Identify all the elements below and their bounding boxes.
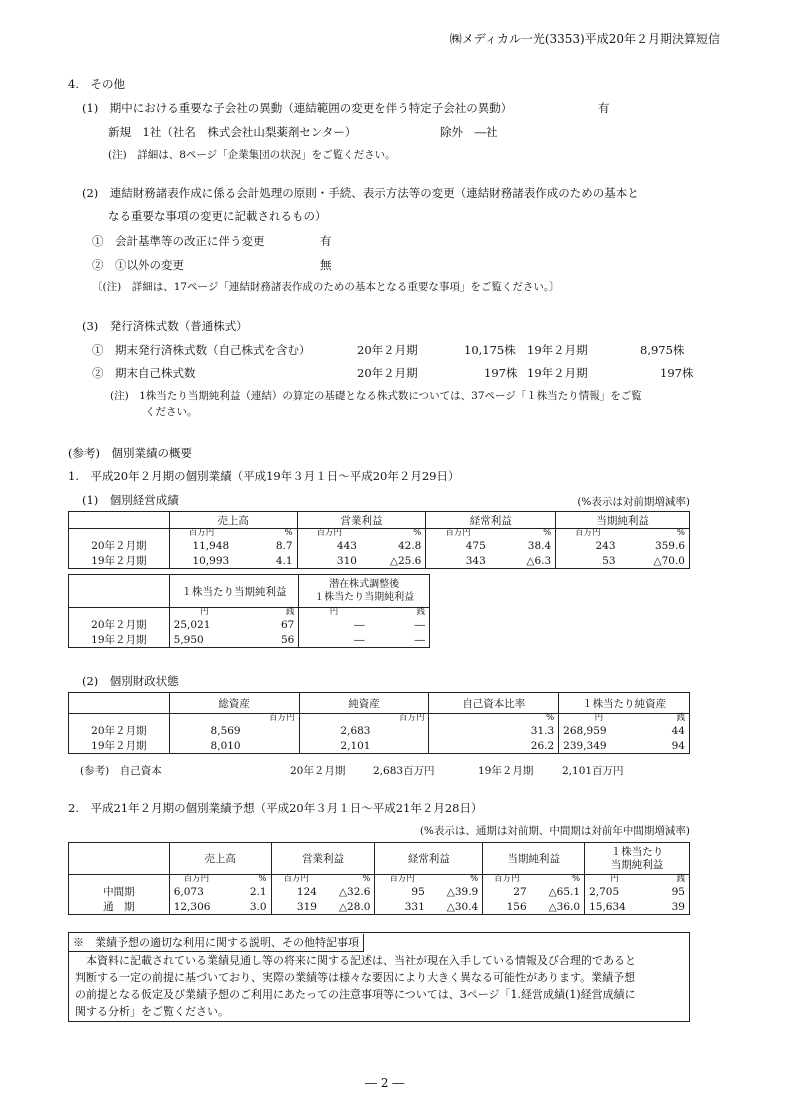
unit-cell: %	[490, 529, 556, 539]
table-cell: △28.0	[321, 899, 375, 915]
table-cell: ―	[299, 617, 369, 632]
item2-sub1-value: 有	[320, 234, 332, 248]
row-label: 20年２月期	[69, 617, 170, 632]
notice-line: 関する分析」をご覧ください。	[75, 1005, 229, 1018]
item2-sub2-value: 無	[320, 258, 332, 272]
table-cell: 12,306	[169, 899, 223, 915]
table3-header-bps: １株当たり純資産	[559, 693, 690, 714]
unit-cell: 百万円	[483, 875, 531, 885]
table-cell: 15,634	[585, 899, 645, 915]
table2-header-eps: １株当たり当期純利益	[169, 575, 299, 608]
unit-cell: 銭	[645, 875, 690, 885]
item1-value: 有	[598, 101, 610, 115]
item2-label-line1: (2) 連結財務諸表作成に係る会計処理の原則・手続、表示方法等の変更（連結財務諸表作成のための基本と	[82, 186, 639, 200]
table1-header-sales: 売上高	[169, 512, 297, 529]
table-cell: △70.0	[620, 553, 690, 569]
unit-cell: %	[361, 529, 426, 539]
table4-unit-blank	[69, 875, 170, 885]
table-cell: 53	[556, 553, 620, 569]
table4-header-net: 当期純利益	[483, 843, 585, 875]
notice-line: の前提となる仮定及び業績予想のご利用にあたっての注意事項等については、3ページ「1.経営成績(1)経営成績に	[75, 988, 636, 1001]
header-line: 当期純利益	[610, 858, 664, 871]
item1-label: (1) 期中における重要な子会社の異動（連結範囲の変更を伴う特定子会社の異動）	[82, 101, 513, 115]
table-cell: △25.6	[361, 553, 426, 569]
table-cell: 67	[239, 617, 299, 632]
table4-note: (%表示は、通期は対前期、中間期は対前年中間期増減率)	[419, 825, 690, 837]
table1-header-operating: 営業利益	[297, 512, 426, 529]
reference-h1: 1. 平成20年２月期の個別業績（平成19年３月１日～平成20年２月29日）	[68, 469, 460, 483]
table-cell: 2.1	[223, 884, 271, 899]
unit-cell: 百万円	[556, 529, 620, 539]
section-4-title: 4. その他	[68, 77, 125, 91]
table-forecast	[68, 842, 690, 915]
table-cell: 475	[426, 538, 490, 553]
item2-note: 〔(注) 詳細は、17ページ「連結財務諸表作成のための基本となる重要な事項」をご覧ください。〕	[92, 281, 560, 293]
unit-cell: 百万円	[299, 714, 429, 724]
unit-cell: 百万円	[169, 714, 299, 724]
item3-note-line1: (注) 1株当たり当期純利益（連結）の算定の基礎となる株式数については、37ページ「１株当たり情報」をご覧	[110, 390, 642, 402]
table-cell: 39	[645, 899, 690, 915]
unit-cell: 百万円	[169, 529, 233, 539]
table-cell: 2,101	[299, 738, 429, 754]
table-cell: △36.0	[531, 899, 585, 915]
table-cell: 156	[483, 899, 531, 915]
table1-note: (%表示は対前期増減率)	[577, 496, 690, 508]
table4-header-eps	[585, 843, 690, 875]
table-cell: △32.6	[321, 884, 375, 899]
table-cell: 343	[426, 553, 490, 569]
unit-cell: 円	[299, 608, 369, 618]
item3-row2-v1: 197株	[484, 366, 518, 380]
unit-cell: 銭	[369, 608, 430, 618]
ref-equity-v1: 2,683百万円	[373, 765, 435, 777]
unit-cell: 百万円	[271, 875, 321, 885]
forecast-notice-box	[68, 932, 690, 1022]
header-line: 潜在株式調整後	[329, 579, 400, 590]
table-cell: 8,569	[169, 723, 299, 738]
table1-header-ordinary: 経常利益	[426, 512, 556, 529]
row-label: 19年２月期	[69, 632, 170, 648]
row-label: 19年２月期	[69, 738, 170, 754]
item1-new: 新規 1社（社名 株式会社山梨薬剤センター）	[108, 125, 357, 139]
table-cell: 38.4	[490, 538, 556, 553]
table-cell: ―	[369, 617, 430, 632]
unit-cell: 百万円	[375, 875, 429, 885]
table3-title: (2) 個別財政状態	[82, 674, 179, 688]
row-label: 19年２月期	[69, 553, 170, 569]
item3-row2-v2: 197株	[660, 366, 694, 380]
table-cell: 8,010	[169, 738, 299, 754]
item3-row2-label: ② 期末自己株式数	[92, 366, 196, 380]
table-cell: 95	[375, 884, 429, 899]
ref-equity-label: (参考) 自己資本	[80, 765, 162, 777]
item3-row1-v2: 8,975株	[640, 343, 685, 357]
table-row	[69, 538, 690, 553]
table2-unit-blank	[69, 608, 170, 618]
unit-cell: 銭	[239, 608, 299, 618]
table-row	[69, 723, 690, 738]
table-cell: 26.2	[429, 738, 559, 754]
table-cell: 31.3	[429, 723, 559, 738]
item1-note: (注) 詳細は、8ページ「企業集団の状況」をご覧ください。	[108, 149, 396, 161]
table-cell: ―	[299, 632, 369, 648]
item3-note-line2: ください。	[145, 406, 198, 418]
item3-row1-v1: 10,175株	[464, 343, 516, 357]
table1-title: (1) 個別経営成績	[82, 493, 179, 507]
table-cell: 319	[271, 899, 321, 915]
table3-corner	[69, 693, 170, 714]
row-label: 中間期	[69, 884, 170, 899]
unit-cell: 百万円	[169, 875, 223, 885]
table-cell: 359.6	[620, 538, 690, 553]
unit-cell: 円	[169, 608, 239, 618]
table1-corner	[69, 512, 170, 529]
table-cell: 56	[239, 632, 299, 648]
unit-cell: %	[429, 875, 483, 885]
table-per-share	[68, 574, 430, 648]
reference-title: (参考) 個別業績の概要	[68, 446, 192, 460]
table3-header-assets: 総資産	[169, 693, 299, 714]
table-row	[69, 553, 690, 569]
unit-cell: 百万円	[297, 529, 361, 539]
item1-excl: 除外 ―社	[440, 125, 498, 139]
table2-header-diluted	[299, 575, 430, 608]
table-cell: 331	[375, 899, 429, 915]
table-row	[69, 738, 690, 754]
notice-title: ※ 業績予想の適切な利用に関する説明、その他特記事項	[69, 934, 364, 952]
row-label: 通 期	[69, 899, 170, 915]
unit-cell: %	[620, 529, 690, 539]
table-cell: 27	[483, 884, 531, 899]
table4-header-ordinary: 経常利益	[375, 843, 483, 875]
table3-unit-blank	[69, 714, 170, 724]
row-label: 20年２月期	[69, 723, 170, 738]
table-cell: 6,073	[169, 884, 223, 899]
table2-corner	[69, 575, 170, 608]
table-row	[69, 617, 430, 632]
table-cell: 10,993	[169, 553, 233, 569]
table-operating-results	[68, 511, 690, 569]
item3-row1-label: ① 期末発行済株式数（自己株式を含む）	[92, 343, 311, 357]
ref-equity-v2: 2,101百万円	[562, 765, 624, 777]
table-cell: △65.1	[531, 884, 585, 899]
table-cell: 94	[639, 738, 690, 754]
item3-row2-p2: 19年２月期	[527, 366, 588, 380]
row-label: 20年２月期	[69, 538, 170, 553]
table-cell: 239,349	[559, 738, 639, 754]
item3-label: (3) 発行済株式数（普通株式）	[82, 319, 248, 333]
table-cell: 3.0	[223, 899, 271, 915]
unit-cell: %	[531, 875, 585, 885]
table-cell: 310	[297, 553, 361, 569]
page-number: ― 2 ―	[365, 1076, 405, 1090]
table-cell: 5,950	[169, 632, 239, 648]
table-cell: △6.3	[490, 553, 556, 569]
table-cell: 42.8	[361, 538, 426, 553]
table-cell: 44	[639, 723, 690, 738]
table-row	[69, 632, 430, 648]
table-cell: 8.7	[233, 538, 297, 553]
unit-cell: %	[233, 529, 297, 539]
item2-sub2-label: ② ①以外の変更	[92, 258, 184, 272]
header-line: １株当たり	[610, 845, 664, 858]
ref-equity-p2: 19年２月期	[478, 765, 534, 777]
reference-h2: 2. 平成21年２月期の個別業績予想（平成20年３月１日～平成21年２月28日）	[68, 801, 483, 815]
header-line: １株当たり当期純利益	[314, 592, 415, 603]
table-cell: 95	[645, 884, 690, 899]
table4-header-operating: 営業利益	[271, 843, 375, 875]
table-cell: 243	[556, 538, 620, 553]
table-cell: ―	[369, 632, 430, 648]
table-cell: △39.9	[429, 884, 483, 899]
unit-cell: 百万円	[426, 529, 490, 539]
item3-row1-p1: 20年２月期	[357, 343, 418, 357]
unit-cell: 銭	[639, 714, 690, 724]
unit-cell: %	[429, 714, 559, 724]
table-cell: 443	[297, 538, 361, 553]
table-cell: 25,021	[169, 617, 239, 632]
table4-corner	[69, 843, 170, 875]
table1-unit-blank	[69, 529, 170, 539]
table3-header-netassets: 純資産	[299, 693, 429, 714]
table-financial-position	[68, 692, 690, 754]
item3-row2-p1: 20年２月期	[357, 366, 418, 380]
table-cell: 124	[271, 884, 321, 899]
ref-equity-p1: 20年２月期	[290, 765, 346, 777]
unit-cell: %	[321, 875, 375, 885]
document-header: ㈱メディカル一光(3353)平成20年２月期決算短信	[449, 32, 720, 46]
table-cell: 11,948	[169, 538, 233, 553]
item2-sub1-label: ① 会計基準等の改正に伴う変更	[92, 234, 265, 248]
table1-header-net: 当期純利益	[556, 512, 690, 529]
item2-label-line2: なる重要な事項の変更に記載されるもの）	[108, 209, 327, 223]
item3-row1-p2: 19年２月期	[527, 343, 588, 357]
unit-cell: 円	[559, 714, 639, 724]
notice-line: 本資料に記載されている業績見通し等の将来に関する記述は、当社が現在入手している情報及び合理的であると	[75, 954, 636, 967]
table-cell: 2,705	[585, 884, 645, 899]
notice-line: 判断する一定の前提に基づいており、実際の業績等は様々な要因により大きく異なる可能性があります。業績予想	[75, 971, 636, 984]
table-cell: 2,683	[299, 723, 429, 738]
table-cell: 268,959	[559, 723, 639, 738]
table-cell: 4.1	[233, 553, 297, 569]
table3-header-equity-ratio: 自己資本比率	[429, 693, 559, 714]
table-cell: △30.4	[429, 899, 483, 915]
table-row	[69, 899, 690, 915]
unit-cell: 円	[585, 875, 645, 885]
unit-cell: %	[223, 875, 271, 885]
table4-header-sales: 売上高	[169, 843, 271, 875]
table-row	[69, 884, 690, 899]
